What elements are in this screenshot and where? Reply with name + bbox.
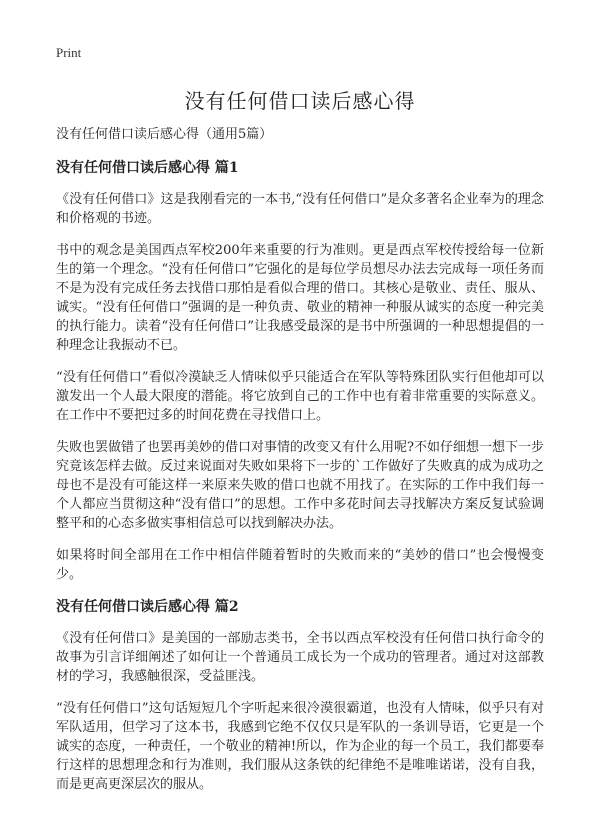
paragraph: 书中的观念是美国西点军校200年来重要的行为准则。更是西点军校传授给每一位新生的第一个理念。“没有任何借口”它强化的是每位学员想尽办法去完成每一项任务而不是为没有完成任务去找借口那怕是看似合理的借口。其核心是敬业、责任、服从、诚实。“没有任何借口”强调的是一种负责、敬业的精神一种服从诚实的态度一种完美的执行能力。读着“没有任何借口”让我感受最深的是书中所强调的一种思想提倡的一种理念让我振动不已。 [56, 243, 544, 353]
print-link[interactable]: Print [56, 45, 82, 60]
paragraph: “没有任何借口”这句话短短几个字听起来很冷漠很霸道，也没有人情味，似乎只有对军队适用，但学习了这本书，我感到它绝不仅仅只是军队的一条训导语，它更是一个诚实的态度，一种责任，一个敬业的精神!所以，作为企业的每一个员工，我们都要奉行这样的思想理念和行为准则，我们服从这条铁的纪律绝不是唯唯诺诺，没有自我，而是更高更深层次的服从。 [56, 701, 544, 792]
paragraph: 《没有任何借口》是美国的一部励志类书，全书以西点军校没有任何借口执行命令的故事为引言详细阐述了如何让一个普通员工成长为一个成功的管理者。通过对这部教材的学习，我感触很深，受益匪浅。 [56, 631, 544, 684]
paragraph: 如果将时间全部用在工作中相信伴随着暂时的失败而来的“美妙的借口”也会慢慢变少。 [56, 548, 544, 582]
document-subtitle: 没有任何借口读后感心得（通用5篇） [56, 127, 273, 142]
page-title: 没有任何借口读后感心得 [184, 89, 416, 113]
section-heading-2: 没有任何借口读后感心得 篇2 [56, 599, 239, 615]
section-heading-1: 没有任何借口读后感心得 篇1 [56, 160, 239, 176]
paragraph: 失败也罢做错了也罢再美妙的借口对事情的改变又有什么用呢?不如仔细想一想下一步究竟该怎样去做。反过来说面对失败如果将下一步的`工作做好了失败真的成为成功之母也不是没有可能这样一来原来失败的借口也就不用找了。在实际的工作中我们每一个人都应当贯彻这种“没有借口”的思想。工作中多花时间去寻找解决方案反复试验调整平和的心态多做实事相信总可以找到解决办法。 [56, 440, 544, 531]
paragraph: “没有任何借口”看似冷漠缺乏人情味似乎只能适合在军队等特殊团队实行但他却可以激发出一个人最大限度的潜能。将它放到自己的工作中也有着非常重要的实际意义。在工作中不要把过多的时间花费在寻找借口上。 [56, 370, 544, 423]
paragraph: 《没有任何借口》这是我刚看完的一本书,“没有任何借口”是众多著名企业奉为的理念和价格观的书迹。 [56, 192, 544, 226]
